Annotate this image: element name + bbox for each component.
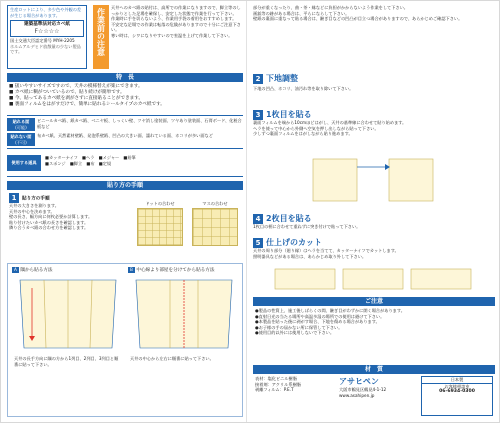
- caution-title-band: [93, 5, 109, 69]
- caution-left-list: [111, 5, 243, 69]
- tool-item: 脚立: [73, 160, 83, 166]
- diagram-a-heading: A 隅から貼る方法: [14, 267, 53, 273]
- diagram-b-svg: [130, 278, 238, 352]
- tool-item: メジャー: [102, 155, 120, 160]
- fold-line: [246, 1, 247, 422]
- step-3-item: 裏面フィルムを端から10cmほどはがし、天井の基準線に合わせて貼り始めます。: [253, 120, 407, 125]
- contact-block: [421, 376, 493, 416]
- caution-title: 作業前の注意: [96, 8, 106, 56]
- contact-label: お客様相談室: [444, 383, 470, 389]
- step-4-title: 4 2枚目を貼る: [253, 213, 495, 224]
- howto-step: 天井の大きさを測ります。: [9, 203, 59, 208]
- not-applicable-tag: 貼れない面 (不可): [7, 133, 35, 146]
- howto-step-label: 1 貼り方の手順: [9, 193, 129, 203]
- diagram-a-note: 天井の長手方向に隅の方から1列目、2列目、3列目と順番に貼って下さい。: [14, 356, 119, 367]
- cert-label-box: [10, 20, 84, 37]
- step-5-illustration: [273, 265, 473, 293]
- tile-figure-a: [135, 201, 185, 245]
- tool-item: カッターナイフ: [48, 155, 78, 160]
- cert-label: 建築基準法対応カベ紙: [24, 22, 70, 28]
- diagram-a-svg: [14, 278, 122, 352]
- maker-brand: アサヒペン: [339, 377, 379, 386]
- caution-item: 壁紙の裏面に重なって貼る場合は、継ぎ目などの凹凸が目立つ場合がありますので、あらかじめご確認下さい。: [253, 16, 463, 22]
- feature-item: ■ 裏面フィルムをはがすだけで、簡単に貼れるシールタイプのカベ紙です。: [9, 102, 165, 107]
- specs-title: 材 質: [253, 365, 495, 374]
- maker-web: www.asahipen.jp: [339, 392, 375, 398]
- howto-step: 天井の中心を決めます。: [9, 208, 55, 214]
- note-item: ●製品の性質上、施工後しばらくの間、継ぎ目がわずかに開く場合があります。: [255, 308, 405, 313]
- note-item: ●お子様の手の届かない所に保管して下さい。: [255, 324, 343, 330]
- diagram-b-note: 天井の中心から左右に順番に貼って下さい。: [130, 356, 214, 361]
- note-item: ●使用目的以外には使用しないで下さい。: [255, 330, 335, 336]
- features-list: [9, 84, 243, 114]
- tool-item: 布: [90, 160, 95, 166]
- cert-note: ホルムアルデヒド放散量の少ない製品です。: [10, 43, 81, 55]
- tool-item: 鉛筆: [127, 155, 136, 160]
- step-2-text: 下地の凹凸、ホコリ、油汚れ等を取り除いて下さい。: [253, 86, 354, 91]
- certification-box: [7, 5, 87, 69]
- step-5-item: 照明器具などがある場合は、あらかじめ取り外して下さい。: [253, 253, 367, 259]
- howto-steps: [9, 193, 129, 243]
- step-3-illustration: [293, 157, 453, 205]
- step-3-title: 3 1枚目を貼る: [253, 109, 495, 120]
- caution-item: 部分が重くなったり、曲・茶・縁などに負担がかからないよう作業をして下さい。: [253, 5, 408, 10]
- howto-step: 隣り合うカベ紙の合わせ方を確認します。: [9, 225, 89, 231]
- tile-grid-a: [137, 208, 183, 246]
- features-title: 特 長: [7, 73, 243, 82]
- cert-stars: F☆☆☆☆: [34, 28, 60, 36]
- howto-title: 貼り方の手順: [7, 181, 243, 190]
- howto-step: 壁の長さ、幅方向に何枚必要か計算します。: [9, 214, 93, 220]
- diagram-b-heading: B 中心線より部屋を分けてから貼る方法: [130, 267, 215, 273]
- step-3-section: [253, 109, 495, 209]
- layout-diagrams: [7, 263, 243, 417]
- contact-phone: 06-6934-0300: [439, 389, 475, 395]
- cert-code: MYH-2205: [53, 38, 75, 44]
- cert-org: 国土交通大臣認定番号 MYH-2205: [10, 38, 75, 44]
- tile-caption-a: ドットの合わせ: [145, 201, 175, 206]
- feature-item: ■ 今、貼ってあるカベ紙を剥がさずに直接貼ることができます。: [9, 96, 144, 101]
- tile-figure-b: [189, 201, 241, 245]
- howto-step: 貼り付けたいカベ紙の長さを確認します。: [9, 219, 89, 225]
- applicable-text: ビニールカベ紙、紙カベ紙、ベニヤ板、しっくい壁、ツヤ消し塗装面、ツヤあり塗装面、石膏ボード、化粧合板など: [37, 118, 242, 129]
- caution-item: 不安定な足場での作業は転落の危険がありますので十分にご注意下さい。: [111, 21, 241, 33]
- tools-list: ■カッターナイフ ■ヘラ ■メジャー ■鉛筆 ■スポンジ ■脚立 ■布 ■定規: [45, 155, 136, 166]
- tool-item: 定規: [102, 160, 112, 166]
- step-4-text: 1枚目の柄に合わせて重ねずに突き付けで貼って下さい。: [253, 224, 361, 229]
- spec-row: 剥離フィルム：P.E.T: [255, 387, 294, 393]
- tool-item: スポンジ: [48, 160, 66, 166]
- step-3-item: ヘラを使って中心から外側へ空気を押し出しながら貼って下さい。: [253, 125, 379, 131]
- tools-row: [7, 153, 243, 177]
- tools-tag: 使用する道具: [7, 155, 41, 171]
- made-in: 日本製: [422, 377, 492, 384]
- caution-item: 天井へのカベ紙の貼付は、高所での作業になりますので、脚立等のしっかりとした足場を確保し、安定した状態で作業を行って下さい。: [111, 5, 241, 16]
- tile-caption-b: マスの合わせ: [202, 201, 228, 206]
- tool-item: ヘラ: [85, 155, 95, 160]
- step-3-item: 少しずつ裏面フィルムをはがしながら貼り進めます。: [253, 131, 353, 137]
- note-item: ●本製品を貼った後に剥がす場合、下地を傷める場合があります。: [255, 319, 380, 325]
- spec-row: 表材：塩化ビニル樹脂: [255, 376, 297, 381]
- applicable-tag: 貼れる面 (可能): [7, 118, 35, 131]
- step-5-section: [253, 237, 495, 293]
- lot-note: 生産ロットにより、多少色や外観の差が生じる場合があります。: [10, 7, 82, 18]
- step-5-title: 5 仕上げのカット: [253, 237, 495, 248]
- feature-item: ■ カベ紙に糊がついているので、貼り続けが簡単です。: [9, 90, 125, 95]
- spec-row: 接着剤：アクリル系樹脂: [255, 381, 301, 387]
- applicable-surfaces: [7, 115, 243, 149]
- specs-list: [255, 376, 335, 416]
- not-applicable-text: 布カベ紙、天然素材壁紙、発泡系壁紙、凹凸の大きい面、濡れている面、ホコリが多い面など: [37, 133, 213, 139]
- step-4-section: [253, 213, 495, 235]
- step-2-section: [253, 73, 495, 107]
- step-5-item: 天井の周り部分（廻り縁）はヘラを当てて、カッターナイフでカットします。: [253, 248, 399, 253]
- caution-item: 画鋲等の跡がある場合は、平らにならして下さい。: [253, 10, 350, 16]
- caution-item: 作業時に手を切らないよう、作業用手袋の着用をおすすめします。: [111, 16, 237, 22]
- notes-list: [255, 308, 493, 362]
- caution-item: 寒い時は、シワになりやすいので室温を上げて作業して下さい。: [111, 32, 233, 38]
- notes-title: ご注意: [253, 297, 495, 306]
- caution-right-list: [253, 5, 495, 69]
- note-item: ●直射日光の当たる場所や高温多湿の場所での使用は避けて下さい。: [255, 313, 385, 319]
- maker-block: [339, 376, 419, 416]
- step-2-title: 2 下地調整: [253, 73, 495, 84]
- maker-address: 大阪市鶴見区鶴見4-1-12: [339, 387, 387, 392]
- tile-grid-b: [192, 208, 238, 246]
- feature-item: ■ 扱いやすいサイズですので、天井の模様替えが楽にできます。: [9, 84, 143, 89]
